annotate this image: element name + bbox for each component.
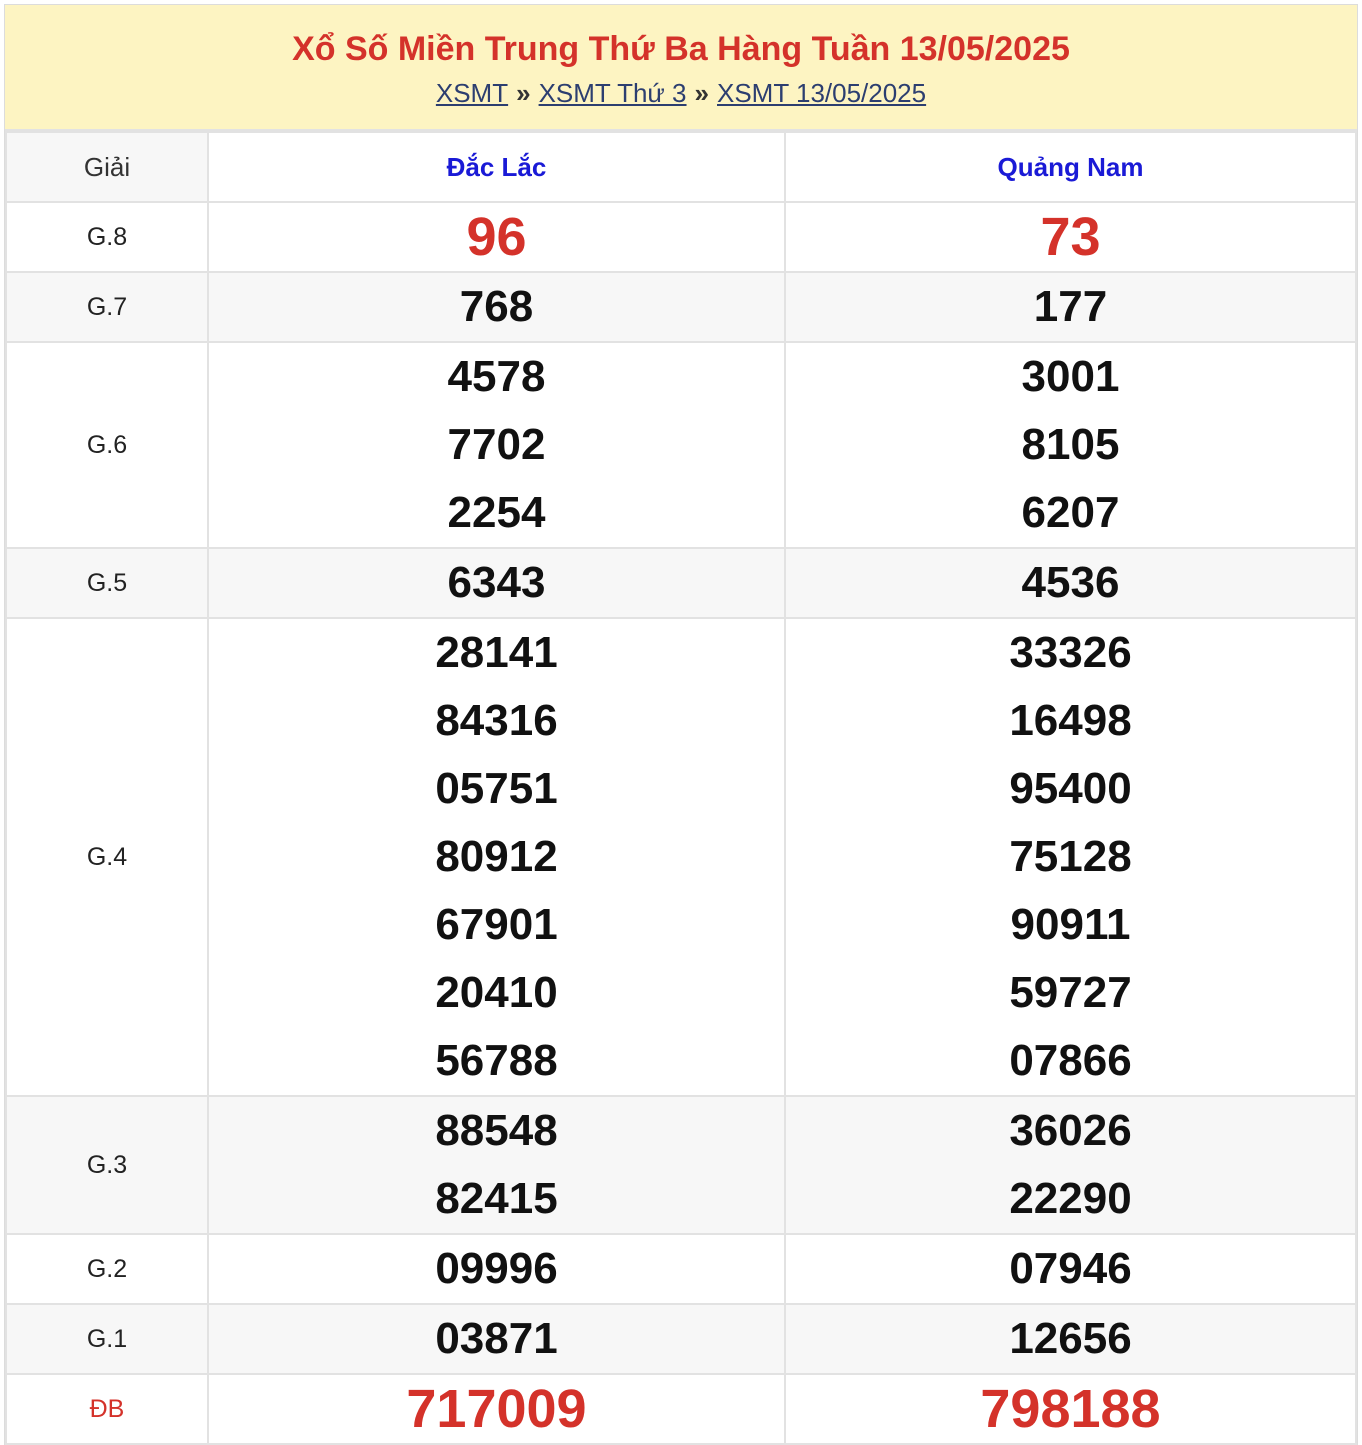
result-number: 95400 xyxy=(1009,764,1132,813)
quang-nam-results xyxy=(785,342,1356,548)
table-row xyxy=(6,202,1356,272)
table-row xyxy=(6,1234,1356,1304)
result-number: 16498 xyxy=(1009,696,1132,745)
results-header xyxy=(5,5,1357,131)
result-number: 2254 xyxy=(447,488,546,537)
prize-label: G.6 xyxy=(6,342,208,548)
result-number: 717009 xyxy=(406,1379,587,1439)
prize-label: ĐB xyxy=(6,1374,208,1444)
breadcrumb-xsmt-thu3[interactable]: XSMT Thứ 3 xyxy=(538,78,687,108)
result-number: 8105 xyxy=(1021,420,1120,469)
result-number: 96 xyxy=(466,207,527,267)
prize-label: G.2 xyxy=(6,1234,208,1304)
table-row xyxy=(6,1304,1356,1374)
column-header-quang-nam[interactable]: Quảng Nam xyxy=(785,132,1356,202)
result-number: 03871 xyxy=(435,1314,558,1363)
prize-label: G.8 xyxy=(6,202,208,272)
dac-lac-results xyxy=(208,1304,785,1374)
quang-nam-results xyxy=(785,1304,1356,1374)
result-number: 6343 xyxy=(447,558,546,607)
quang-nam-results xyxy=(785,202,1356,272)
result-number: 12656 xyxy=(1009,1314,1132,1363)
result-number: 36026 xyxy=(1009,1106,1132,1155)
result-number: 798188 xyxy=(980,1379,1161,1439)
result-number: 73 xyxy=(1040,207,1101,267)
result-number: 4536 xyxy=(1021,558,1120,607)
dac-lac-results xyxy=(208,202,785,272)
table-row xyxy=(6,548,1356,618)
result-number: 67901 xyxy=(435,900,558,949)
result-number: 177 xyxy=(1033,282,1108,331)
lottery-results-panel xyxy=(4,4,1358,1445)
result-number: 09996 xyxy=(435,1244,558,1293)
result-number: 82415 xyxy=(435,1174,558,1223)
result-number: 7702 xyxy=(447,420,546,469)
table-row xyxy=(6,272,1356,342)
result-number: 20410 xyxy=(435,968,558,1017)
quang-nam-results xyxy=(785,272,1356,342)
prize-label: G.7 xyxy=(6,272,208,342)
breadcrumb-separator: » xyxy=(694,78,709,108)
result-number: 56788 xyxy=(435,1036,558,1085)
prize-label: G.3 xyxy=(6,1096,208,1234)
result-number: 33326 xyxy=(1009,628,1132,677)
breadcrumb-xsmt-date[interactable]: XSMT 13/05/2025 xyxy=(717,78,927,108)
results-body xyxy=(6,202,1356,1444)
result-number: 90911 xyxy=(1010,900,1131,949)
breadcrumb-separator: » xyxy=(516,78,531,108)
result-number: 28141 xyxy=(435,628,558,677)
quang-nam-results xyxy=(785,548,1356,618)
quang-nam-results xyxy=(785,1374,1356,1444)
dac-lac-results xyxy=(208,342,785,548)
table-row xyxy=(6,618,1356,1096)
result-number: 59727 xyxy=(1009,968,1132,1017)
result-number: 4578 xyxy=(447,352,546,401)
result-number: 05751 xyxy=(435,764,558,813)
prize-label: G.5 xyxy=(6,548,208,618)
dac-lac-results xyxy=(208,272,785,342)
quang-nam-results xyxy=(785,1234,1356,1304)
result-number: 88548 xyxy=(435,1106,558,1155)
result-number: 75128 xyxy=(1009,832,1132,881)
dac-lac-results xyxy=(208,1096,785,1234)
quang-nam-results xyxy=(785,1096,1356,1234)
result-number: 3001 xyxy=(1021,352,1120,401)
column-header-prize: Giải xyxy=(6,132,208,202)
prize-label: G.4 xyxy=(6,618,208,1096)
result-number: 80912 xyxy=(435,832,558,881)
dac-lac-results xyxy=(208,1374,785,1444)
results-table xyxy=(5,131,1357,1445)
table-row xyxy=(6,342,1356,548)
result-number: 07946 xyxy=(1009,1244,1132,1293)
column-header-dac-lac[interactable]: Đắc Lắc xyxy=(208,132,785,202)
breadcrumb xyxy=(5,77,1357,109)
result-number: 07866 xyxy=(1009,1036,1132,1085)
quang-nam-results xyxy=(785,618,1356,1096)
table-row xyxy=(6,1374,1356,1444)
table-header-row xyxy=(6,132,1356,202)
result-number: 22290 xyxy=(1009,1174,1132,1223)
result-number: 768 xyxy=(459,282,534,331)
prize-label: G.1 xyxy=(6,1304,208,1374)
dac-lac-results xyxy=(208,548,785,618)
page-title: Xổ Số Miền Trung Thứ Ba Hàng Tuần 13/05/2025 xyxy=(292,30,1070,68)
dac-lac-results xyxy=(208,618,785,1096)
result-number: 6207 xyxy=(1021,488,1120,537)
result-number: 84316 xyxy=(435,696,558,745)
dac-lac-results xyxy=(208,1234,785,1304)
breadcrumb-xsmt[interactable]: XSMT xyxy=(435,78,509,108)
table-row xyxy=(6,1096,1356,1234)
